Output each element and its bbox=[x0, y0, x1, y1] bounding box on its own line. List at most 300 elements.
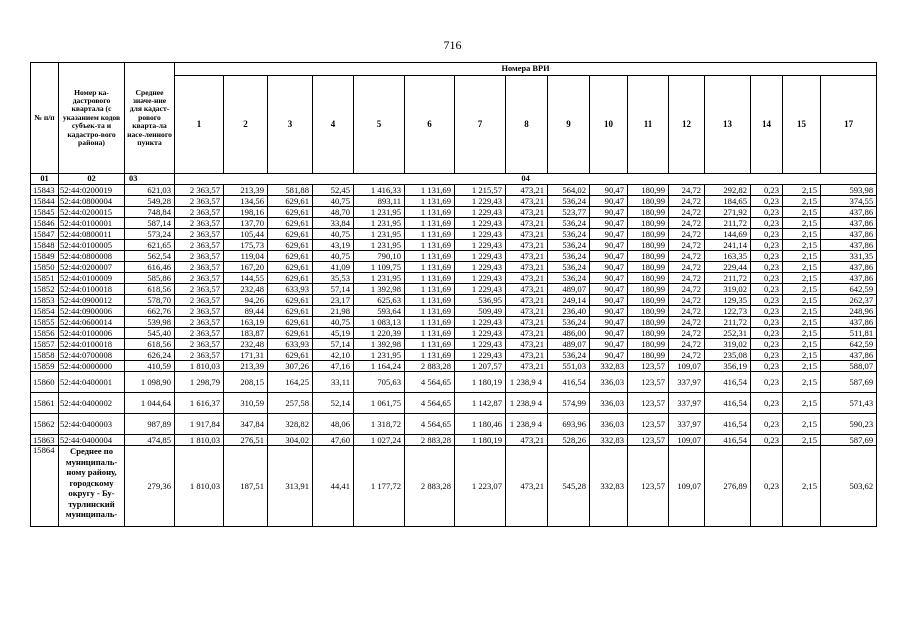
vri-value: 629,61 bbox=[268, 207, 313, 218]
cadastral-quarter: 52:44:0700008 bbox=[59, 350, 125, 361]
vri-value: 45,19 bbox=[313, 328, 354, 339]
vri-value: 564,02 bbox=[548, 185, 590, 196]
vri-value: 1 083,13 bbox=[354, 317, 405, 328]
vri-value: 211,72 bbox=[705, 317, 751, 328]
code-01: 01 bbox=[31, 174, 59, 185]
vri-value: 0,23 bbox=[751, 361, 783, 372]
vri-value: 1 229,43 bbox=[455, 317, 506, 328]
vri-value: 2,15 bbox=[783, 284, 821, 295]
vri-value: 473,21 bbox=[506, 251, 548, 262]
average-value: 474,85 bbox=[125, 435, 175, 446]
vri-value: 1 229,43 bbox=[455, 273, 506, 284]
vri-value: 486,00 bbox=[548, 328, 590, 339]
vri-value: 0,23 bbox=[751, 196, 783, 207]
vri-value: 90,47 bbox=[590, 273, 628, 284]
vri-value: 180,99 bbox=[628, 218, 669, 229]
vri-value: 2,15 bbox=[783, 251, 821, 262]
vri-value: 1 207,57 bbox=[455, 361, 506, 372]
average-value: 279,36 bbox=[125, 446, 175, 527]
vri-value: 94,26 bbox=[224, 295, 268, 306]
vri-value: 90,47 bbox=[590, 295, 628, 306]
vri-value: 249,14 bbox=[548, 295, 590, 306]
vri-value: 90,47 bbox=[590, 218, 628, 229]
vri-value: 1 131,69 bbox=[405, 339, 455, 350]
vri-value: 48,06 bbox=[313, 414, 354, 435]
vri-value: 134,56 bbox=[224, 196, 268, 207]
vri-value: 90,47 bbox=[590, 317, 628, 328]
average-value: 562,54 bbox=[125, 251, 175, 262]
vri-value: 1 180,19 bbox=[455, 435, 506, 446]
vri-value: 1 131,69 bbox=[405, 350, 455, 361]
vri-value: 473,21 bbox=[506, 361, 548, 372]
vri-value: 0,23 bbox=[751, 446, 783, 527]
vri-value: 2 363,57 bbox=[175, 251, 224, 262]
vri-value: 536,24 bbox=[548, 317, 590, 328]
vri-value: 593,98 bbox=[821, 185, 877, 196]
vri-value: 642,59 bbox=[821, 284, 877, 295]
vri-value: 24,72 bbox=[669, 218, 705, 229]
vri-value: 536,24 bbox=[548, 350, 590, 361]
row-number: 15845 bbox=[31, 207, 59, 218]
vri-value: 587,69 bbox=[821, 435, 877, 446]
vri-value: 90,47 bbox=[590, 262, 628, 273]
average-value: 662,76 bbox=[125, 306, 175, 317]
vri-value: 89,44 bbox=[224, 306, 268, 317]
vri-value: 536,24 bbox=[548, 196, 590, 207]
vri-value: 0,23 bbox=[751, 207, 783, 218]
table-row bbox=[31, 196, 877, 207]
header-vri-17: 17 bbox=[821, 76, 877, 174]
vri-value: 1 229,43 bbox=[455, 350, 506, 361]
table-row bbox=[31, 317, 877, 328]
vri-value: 2 363,57 bbox=[175, 339, 224, 350]
vri-value: 1 231,95 bbox=[354, 218, 405, 229]
vri-value: 2,15 bbox=[783, 372, 821, 393]
vri-value: 2 363,57 bbox=[175, 207, 224, 218]
vri-value: 536,24 bbox=[548, 229, 590, 240]
vri-value: 2,15 bbox=[783, 306, 821, 317]
vri-value: 545,28 bbox=[548, 446, 590, 527]
vri-value: 2,15 bbox=[783, 317, 821, 328]
average-value: 1 098,90 bbox=[125, 372, 175, 393]
vri-value: 164,25 bbox=[268, 372, 313, 393]
vri-value: 4 564,65 bbox=[405, 393, 455, 414]
vri-value: 633,93 bbox=[268, 284, 313, 295]
vri-value: 2,15 bbox=[783, 435, 821, 446]
cadastral-quarter: 52:44:0800004 bbox=[59, 196, 125, 207]
table-body bbox=[31, 185, 877, 527]
vri-value: 144,55 bbox=[224, 273, 268, 284]
vri-value: 332,83 bbox=[590, 361, 628, 372]
vri-value: 40,75 bbox=[313, 196, 354, 207]
cadastral-quarter: 52:44:0900006 bbox=[59, 306, 125, 317]
vri-value: 24,72 bbox=[669, 306, 705, 317]
table-row-summary bbox=[31, 446, 877, 527]
vri-value: 90,47 bbox=[590, 328, 628, 339]
vri-value: 232,48 bbox=[224, 284, 268, 295]
vri-value: 2 363,57 bbox=[175, 317, 224, 328]
row-number: 15851 bbox=[31, 273, 59, 284]
summary-label: Среднее по муниципаль-ному району, городскому округу - Бу-турлинский муниципаль- bbox=[59, 446, 125, 527]
vri-value: 0,23 bbox=[751, 262, 783, 273]
vri-value: 21,98 bbox=[313, 306, 354, 317]
vri-value: 24,72 bbox=[669, 196, 705, 207]
cadastral-quarter: 52:44:0100005 bbox=[59, 240, 125, 251]
vri-value: 1 238,9 4 bbox=[506, 414, 548, 435]
vri-value: 235,08 bbox=[705, 350, 751, 361]
vri-value: 473,21 bbox=[506, 295, 548, 306]
vri-value: 163,19 bbox=[224, 317, 268, 328]
vri-value: 109,07 bbox=[669, 435, 705, 446]
vri-value: 90,47 bbox=[590, 350, 628, 361]
vri-value: 642,59 bbox=[821, 339, 877, 350]
vri-value: 2 363,57 bbox=[175, 262, 224, 273]
vri-value: 1 616,37 bbox=[175, 393, 224, 414]
vri-value: 1 220,39 bbox=[354, 328, 405, 339]
vri-value: 437,86 bbox=[821, 273, 877, 284]
vri-value: 24,72 bbox=[669, 350, 705, 361]
vri-value: 24,72 bbox=[669, 207, 705, 218]
row-number: 15848 bbox=[31, 240, 59, 251]
vri-value: 593,64 bbox=[354, 306, 405, 317]
vri-value: 90,47 bbox=[590, 185, 628, 196]
row-number: 15854 bbox=[31, 306, 59, 317]
row-number: 15846 bbox=[31, 218, 59, 229]
vri-value: 180,99 bbox=[628, 328, 669, 339]
vri-value: 2 363,57 bbox=[175, 273, 224, 284]
vri-value: 2 363,57 bbox=[175, 295, 224, 306]
vri-value: 2 363,57 bbox=[175, 328, 224, 339]
vri-value: 52,45 bbox=[313, 185, 354, 196]
vri-value: 2,15 bbox=[783, 393, 821, 414]
table-row bbox=[31, 284, 877, 295]
header-vri-9: 9 bbox=[548, 76, 590, 174]
vri-value: 1 810,03 bbox=[175, 446, 224, 527]
header-vri-6: 6 bbox=[405, 76, 455, 174]
code-04: 04 bbox=[175, 174, 877, 185]
vri-value: 2,15 bbox=[783, 240, 821, 251]
vri-value: 1 215,57 bbox=[455, 185, 506, 196]
average-value: 587,14 bbox=[125, 218, 175, 229]
cadastral-quarter: 52:44:0400004 bbox=[59, 435, 125, 446]
vri-value: 416,54 bbox=[705, 372, 751, 393]
cadastral-quarter: 52:44:0200015 bbox=[59, 207, 125, 218]
vri-value: 47,16 bbox=[313, 361, 354, 372]
vri-value: 416,54 bbox=[705, 435, 751, 446]
vri-value: 41,09 bbox=[313, 262, 354, 273]
vri-value: 1 109,75 bbox=[354, 262, 405, 273]
vri-value: 1 231,95 bbox=[354, 273, 405, 284]
vri-value: 629,61 bbox=[268, 328, 313, 339]
vri-value: 528,26 bbox=[548, 435, 590, 446]
vri-value: 2,15 bbox=[783, 185, 821, 196]
vri-value: 24,72 bbox=[669, 229, 705, 240]
vri-value: 790,10 bbox=[354, 251, 405, 262]
vri-value: 2 363,57 bbox=[175, 185, 224, 196]
cadastral-value-table bbox=[30, 62, 877, 527]
header-row-number: № п/п bbox=[31, 63, 59, 174]
average-value: 585,86 bbox=[125, 273, 175, 284]
average-value: 618,56 bbox=[125, 284, 175, 295]
vri-value: 1 318,72 bbox=[354, 414, 405, 435]
vri-value: 437,86 bbox=[821, 262, 877, 273]
vri-value: 629,61 bbox=[268, 350, 313, 361]
vri-value: 336,03 bbox=[590, 372, 628, 393]
vri-value: 1 180,19 bbox=[455, 372, 506, 393]
average-value: 626,24 bbox=[125, 350, 175, 361]
vri-value: 236,40 bbox=[548, 306, 590, 317]
vri-value: 416,54 bbox=[705, 393, 751, 414]
table-row bbox=[31, 350, 877, 361]
cadastral-quarter: 52:44:0900012 bbox=[59, 295, 125, 306]
header-codes-row bbox=[31, 174, 877, 185]
vri-value: 163,35 bbox=[705, 251, 751, 262]
vri-value: 1 142,87 bbox=[455, 393, 506, 414]
header-vri-10: 10 bbox=[590, 76, 628, 174]
vri-value: 213,39 bbox=[224, 185, 268, 196]
vri-value: 184,65 bbox=[705, 196, 751, 207]
vri-value: 0,23 bbox=[751, 393, 783, 414]
average-value: 539,98 bbox=[125, 317, 175, 328]
vri-value: 276,89 bbox=[705, 446, 751, 527]
vri-value: 175,73 bbox=[224, 240, 268, 251]
vri-value: 180,99 bbox=[628, 207, 669, 218]
table-row bbox=[31, 229, 877, 240]
vri-value: 24,72 bbox=[669, 273, 705, 284]
vri-value: 42,10 bbox=[313, 350, 354, 361]
vri-value: 590,23 bbox=[821, 414, 877, 435]
average-value: 987,89 bbox=[125, 414, 175, 435]
cadastral-quarter: 52:44:0100018 bbox=[59, 339, 125, 350]
vri-value: 1 131,69 bbox=[405, 240, 455, 251]
vri-value: 180,99 bbox=[628, 295, 669, 306]
vri-value: 337,97 bbox=[669, 393, 705, 414]
vri-value: 551,03 bbox=[548, 361, 590, 372]
code-03: 03 bbox=[125, 174, 175, 185]
average-value: 621,65 bbox=[125, 240, 175, 251]
vri-value: 629,61 bbox=[268, 306, 313, 317]
average-value: 549,28 bbox=[125, 196, 175, 207]
table-row bbox=[31, 339, 877, 350]
table-row bbox=[31, 185, 877, 196]
vri-value: 180,99 bbox=[628, 306, 669, 317]
vri-value: 1 231,95 bbox=[354, 240, 405, 251]
cadastral-quarter: 52:44:0100006 bbox=[59, 328, 125, 339]
vri-value: 1 229,43 bbox=[455, 284, 506, 295]
vri-value: 232,48 bbox=[224, 339, 268, 350]
vri-value: 180,99 bbox=[628, 284, 669, 295]
vri-value: 328,82 bbox=[268, 414, 313, 435]
table-row bbox=[31, 306, 877, 317]
vri-value: 1 164,24 bbox=[354, 361, 405, 372]
vri-value: 1 298,79 bbox=[175, 372, 224, 393]
vri-value: 180,99 bbox=[628, 251, 669, 262]
vri-value: 252,31 bbox=[705, 328, 751, 339]
vri-value: 1 238,9 4 bbox=[506, 372, 548, 393]
header-vri-group: Номера ВРИ bbox=[175, 63, 877, 76]
vri-value: 144,69 bbox=[705, 229, 751, 240]
row-number: 15858 bbox=[31, 350, 59, 361]
vri-value: 489,07 bbox=[548, 284, 590, 295]
table-row bbox=[31, 251, 877, 262]
vri-value: 24,72 bbox=[669, 262, 705, 273]
vri-value: 347,84 bbox=[224, 414, 268, 435]
vri-value: 40,75 bbox=[313, 317, 354, 328]
vri-value: 123,57 bbox=[628, 372, 669, 393]
vri-value: 180,99 bbox=[628, 262, 669, 273]
vri-value: 180,99 bbox=[628, 339, 669, 350]
vri-value: 1 131,69 bbox=[405, 207, 455, 218]
vri-value: 24,72 bbox=[669, 284, 705, 295]
vri-value: 57,14 bbox=[313, 284, 354, 295]
vri-value: 1 231,95 bbox=[354, 207, 405, 218]
vri-value: 2,15 bbox=[783, 361, 821, 372]
average-value: 410,59 bbox=[125, 361, 175, 372]
vri-value: 473,21 bbox=[506, 435, 548, 446]
average-value: 1 044,64 bbox=[125, 393, 175, 414]
vri-value: 416,54 bbox=[705, 414, 751, 435]
vri-value: 171,31 bbox=[224, 350, 268, 361]
vri-value: 473,21 bbox=[506, 273, 548, 284]
average-value: 748,84 bbox=[125, 207, 175, 218]
vri-value: 473,21 bbox=[506, 317, 548, 328]
row-number: 15863 bbox=[31, 435, 59, 446]
table-row bbox=[31, 328, 877, 339]
vri-value: 331,35 bbox=[821, 251, 877, 262]
vri-value: 2,15 bbox=[783, 229, 821, 240]
vri-value: 2 883,28 bbox=[405, 435, 455, 446]
header-vri-7: 7 bbox=[455, 76, 506, 174]
vri-value: 90,47 bbox=[590, 229, 628, 240]
table-row bbox=[31, 372, 877, 393]
vri-value: 2,15 bbox=[783, 414, 821, 435]
vri-value: 23,17 bbox=[313, 295, 354, 306]
vri-value: 180,99 bbox=[628, 350, 669, 361]
vri-value: 633,93 bbox=[268, 339, 313, 350]
vri-value: 0,23 bbox=[751, 414, 783, 435]
vri-value: 1 810,03 bbox=[175, 435, 224, 446]
vri-value: 44,41 bbox=[313, 446, 354, 527]
vri-value: 587,69 bbox=[821, 372, 877, 393]
vri-value: 337,97 bbox=[669, 372, 705, 393]
row-number: 15843 bbox=[31, 185, 59, 196]
vri-value: 167,20 bbox=[224, 262, 268, 273]
vri-value: 437,86 bbox=[821, 229, 877, 240]
vri-value: 1 131,69 bbox=[405, 284, 455, 295]
vri-value: 129,35 bbox=[705, 295, 751, 306]
vri-value: 0,23 bbox=[751, 229, 783, 240]
cadastral-quarter: 52:44:0200007 bbox=[59, 262, 125, 273]
vri-value: 24,72 bbox=[669, 317, 705, 328]
vri-value: 437,86 bbox=[821, 218, 877, 229]
row-number: 15860 bbox=[31, 372, 59, 393]
cadastral-quarter: 52:44:0100009 bbox=[59, 273, 125, 284]
vri-value: 473,21 bbox=[506, 229, 548, 240]
vri-value: 57,14 bbox=[313, 339, 354, 350]
vri-value: 2 363,57 bbox=[175, 229, 224, 240]
vri-value: 473,21 bbox=[506, 240, 548, 251]
vri-value: 109,07 bbox=[669, 446, 705, 527]
vri-value: 503,62 bbox=[821, 446, 877, 527]
vri-value: 1 229,43 bbox=[455, 262, 506, 273]
vri-value: 24,72 bbox=[669, 328, 705, 339]
vri-value: 1 231,95 bbox=[354, 350, 405, 361]
vri-value: 629,61 bbox=[268, 251, 313, 262]
table-row bbox=[31, 207, 877, 218]
vri-value: 48,70 bbox=[313, 207, 354, 218]
vri-value: 313,91 bbox=[268, 446, 313, 527]
vri-value: 24,72 bbox=[669, 295, 705, 306]
table-row bbox=[31, 262, 877, 273]
vri-value: 489,07 bbox=[548, 339, 590, 350]
vri-value: 523,77 bbox=[548, 207, 590, 218]
table-row bbox=[31, 414, 877, 435]
vri-value: 356,19 bbox=[705, 361, 751, 372]
vri-value: 336,03 bbox=[590, 393, 628, 414]
vri-value: 180,99 bbox=[628, 317, 669, 328]
row-number: 15859 bbox=[31, 361, 59, 372]
vri-value: 337,97 bbox=[669, 414, 705, 435]
vri-value: 2,15 bbox=[783, 207, 821, 218]
vri-value: 2,15 bbox=[783, 218, 821, 229]
cadastral-quarter: 52:44:0400001 bbox=[59, 372, 125, 393]
vri-value: 0,23 bbox=[751, 240, 783, 251]
vri-value: 1 231,95 bbox=[354, 229, 405, 240]
vri-value: 262,37 bbox=[821, 295, 877, 306]
vri-value: 0,23 bbox=[751, 328, 783, 339]
vri-value: 536,95 bbox=[455, 295, 506, 306]
vri-value: 0,23 bbox=[751, 273, 783, 284]
vri-value: 180,99 bbox=[628, 229, 669, 240]
header-vri-15: 15 bbox=[783, 76, 821, 174]
vri-value: 119,04 bbox=[224, 251, 268, 262]
vri-value: 2,15 bbox=[783, 262, 821, 273]
average-value: 578,70 bbox=[125, 295, 175, 306]
cadastral-quarter: 52:44:0200019 bbox=[59, 185, 125, 196]
vri-value: 374,55 bbox=[821, 196, 877, 207]
code-02: 02 bbox=[59, 174, 125, 185]
header-vri-11: 11 bbox=[628, 76, 669, 174]
vri-value: 211,72 bbox=[705, 218, 751, 229]
cadastral-quarter: 52:44:0100001 bbox=[59, 218, 125, 229]
vri-value: 2,15 bbox=[783, 196, 821, 207]
vri-value: 35,53 bbox=[313, 273, 354, 284]
vri-value: 437,86 bbox=[821, 207, 877, 218]
row-number: 15857 bbox=[31, 339, 59, 350]
vri-value: 33,84 bbox=[313, 218, 354, 229]
row-number: 15849 bbox=[31, 251, 59, 262]
average-value: 618,56 bbox=[125, 339, 175, 350]
vri-value: 588,07 bbox=[821, 361, 877, 372]
vri-value: 2 883,28 bbox=[405, 361, 455, 372]
vri-value: 0,23 bbox=[751, 218, 783, 229]
row-number: 15850 bbox=[31, 262, 59, 273]
vri-value: 437,86 bbox=[821, 240, 877, 251]
vri-value: 629,61 bbox=[268, 240, 313, 251]
header-cadastral-quarter: Номер ка-дастрового квартала (с указанием кодов субъек-та и кадастро-вого района) bbox=[59, 63, 125, 174]
vri-value: 123,57 bbox=[628, 414, 669, 435]
vri-value: 1 061,75 bbox=[354, 393, 405, 414]
vri-value: 536,24 bbox=[548, 218, 590, 229]
vri-value: 629,61 bbox=[268, 295, 313, 306]
vri-value: 1 131,69 bbox=[405, 273, 455, 284]
vri-value: 1 131,69 bbox=[405, 295, 455, 306]
vri-value: 536,24 bbox=[548, 240, 590, 251]
vri-value: 292,82 bbox=[705, 185, 751, 196]
vri-value: 180,99 bbox=[628, 196, 669, 207]
vri-value: 1 180,46 bbox=[455, 414, 506, 435]
vri-value: 248,96 bbox=[821, 306, 877, 317]
